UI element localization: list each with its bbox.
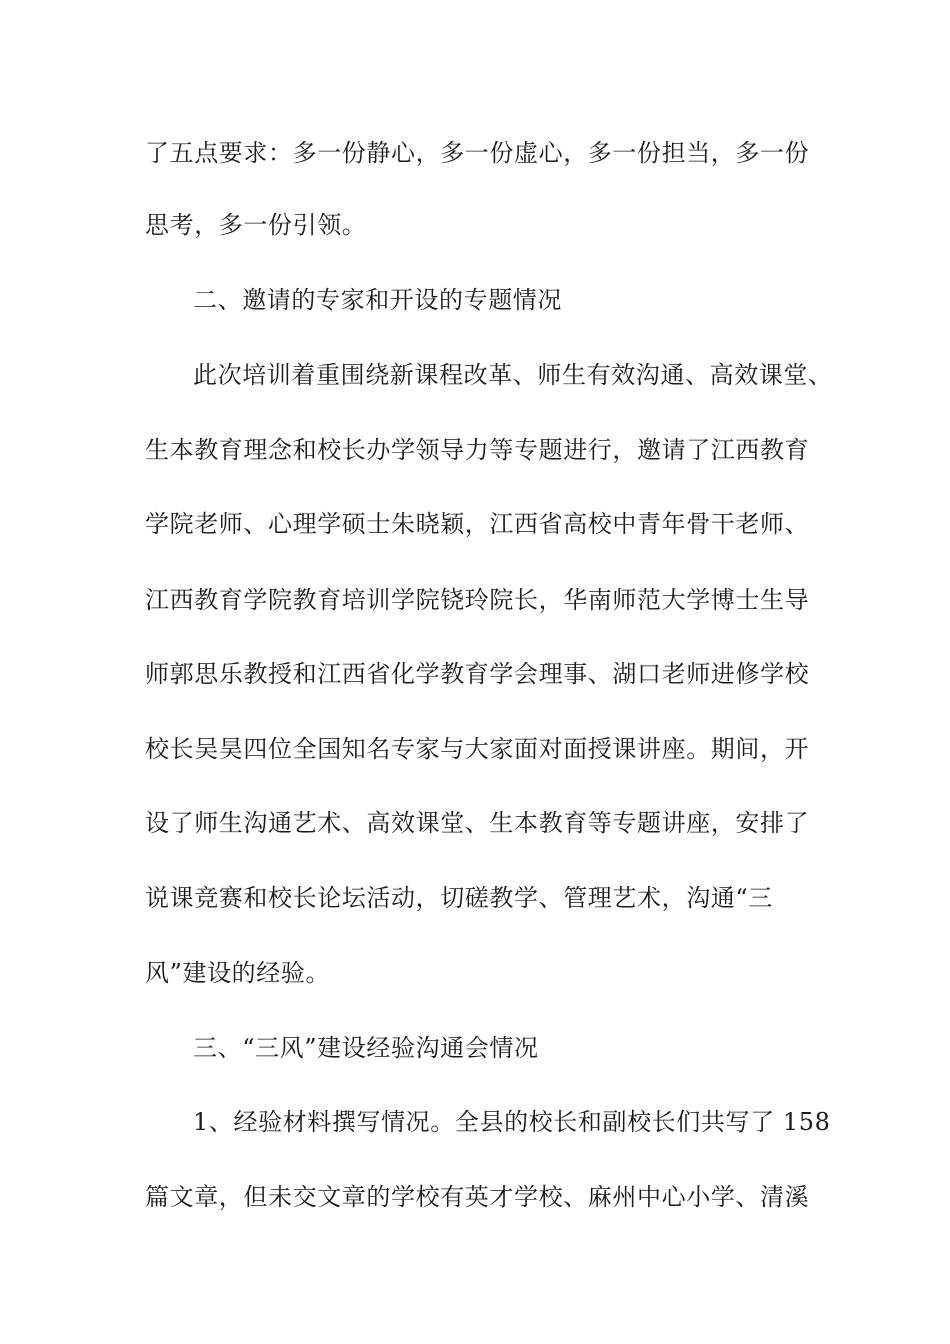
text-line: 江西教育学院教育培训学院铙玲院长，华南师范大学博士生导: [145, 586, 810, 614]
text-line: 师郭思乐教授和江西省化学教育学会理事、湖口老师进修学校: [145, 660, 810, 688]
text-line: 此次培训着重围绕新课程改革、师生有效沟通、高效课堂、: [193, 361, 833, 389]
text-line: 了五点要求：多一份静心，多一份虚心，多一份担当，多一份: [145, 139, 810, 167]
text-line: 风”建设的经验。: [145, 959, 331, 987]
text-line: 1、经验材料撰写情况。全县的校长和副校长们共写了 158: [193, 1108, 831, 1136]
section-heading: 三、“三风”建设经验沟通会情况: [193, 1034, 539, 1062]
text-line: 学院老师、心理学硕士朱晓颖，江西省高校中青年骨干老师、: [145, 510, 810, 538]
text-line: 校长吴昊四位全国知名专家与大家面对面授课讲座。期间，开: [145, 735, 810, 763]
text-line: 篇文章，但未交文章的学校有英才学校、麻州中心小学、清溪: [145, 1183, 810, 1211]
text-line: 思考，多一份引领。: [145, 211, 367, 239]
text-line: 设了师生沟通艺术、高效课堂、生本教育等专题讲座，安排了: [145, 809, 810, 837]
text-line: 生本教育理念和校长办学领导力等专题进行，邀请了江西教育: [145, 436, 810, 464]
section-heading: 二、邀请的专家和开设的专题情况: [193, 286, 562, 314]
text-line: 说课竞赛和校长论坛活动，切磋教学、管理艺术，沟通“三: [145, 884, 773, 912]
